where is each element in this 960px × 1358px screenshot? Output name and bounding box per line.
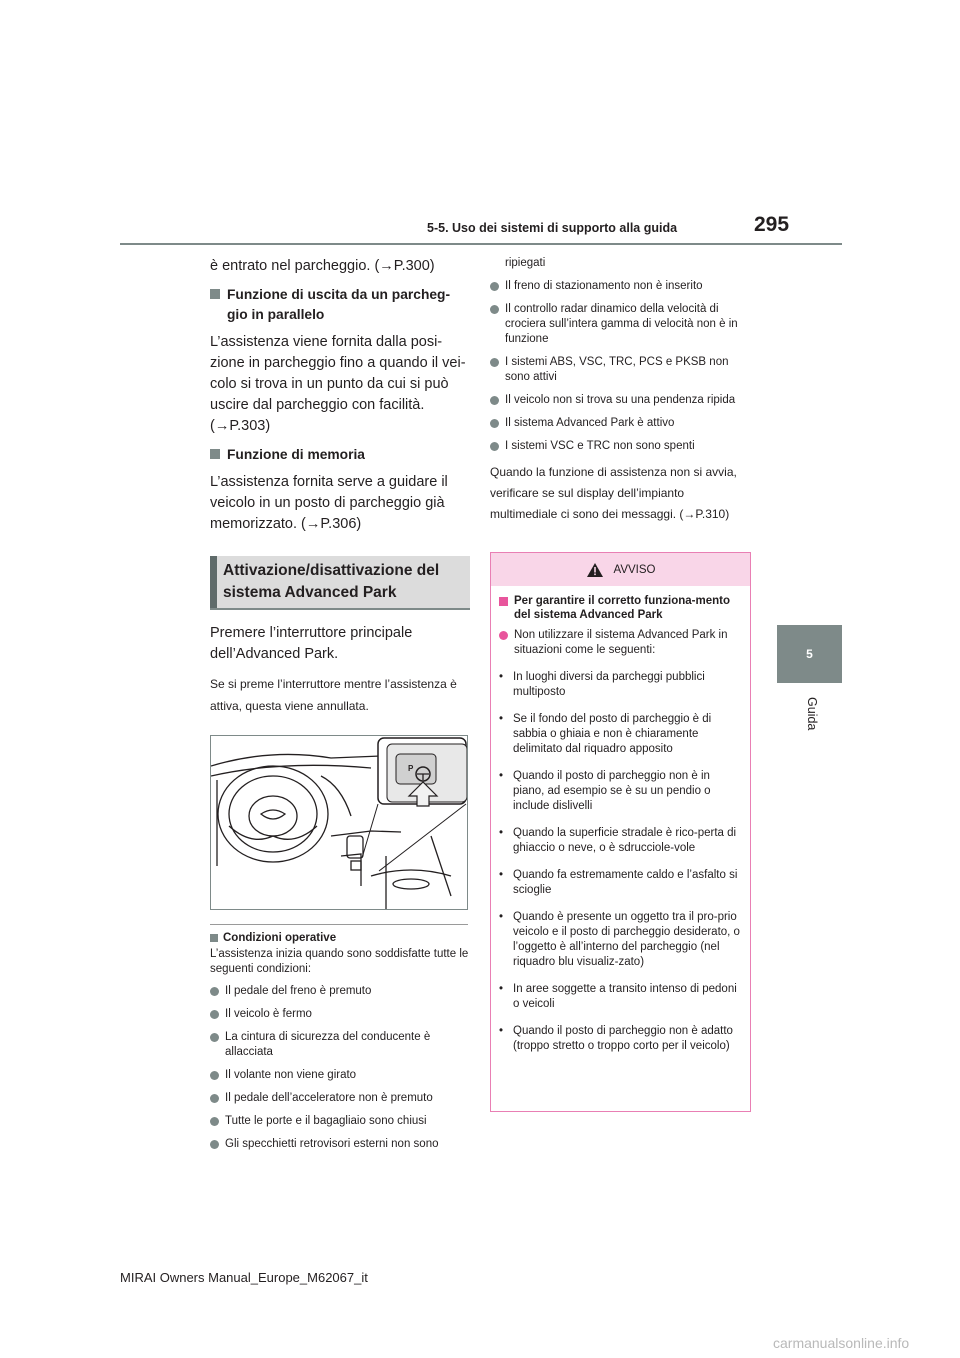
warning-box bbox=[490, 552, 751, 1112]
dashboard-illustration-svg bbox=[211, 736, 467, 909]
square-bullet-icon bbox=[210, 934, 218, 942]
conditions-intro: L’assistenza inizia quando sono soddisfatte tutte le seguenti condizioni: bbox=[210, 948, 469, 975]
list-item: • Quando è presente un oggetto tra il pro-prio veicolo e il posto di parcheggio desiderato, o l’oggetto è all’interno del parcheggio (nel riquadro blu visualiz-zato) bbox=[499, 911, 740, 968]
paragraph-parallel-exit: L’assistenza viene fornita dalla posi-zione in parcheggio fino a quando il vei-colo si trova in un punto da cui si può uscire dal parcheggio con facilità. (→P.303) bbox=[210, 334, 466, 434]
closing-paragraph: Quando la funzione di assistenza non si avvia, verificare se sul display dell’impianto multimediale ci sono dei messaggi. (→P.310) bbox=[490, 465, 737, 521]
section-heading-box bbox=[210, 556, 470, 610]
warning-heading: Per garantire il corretto funziona-mento del sistema Advanced Park bbox=[499, 594, 740, 622]
section-title: 5-5. Uso dei sistemi di supporto alla guida bbox=[427, 221, 678, 235]
square-bullet-icon bbox=[499, 597, 508, 606]
chapter-tab: 5 bbox=[777, 625, 842, 683]
square-bullet-icon bbox=[210, 289, 220, 299]
bullet-dot-icon bbox=[490, 396, 499, 405]
list-item: • Se il fondo del posto di parcheggio è di sabbia o ghiaia e non è chiaramente delimitato dal riquadro apposito bbox=[499, 713, 712, 755]
bullet-dot-icon bbox=[210, 987, 219, 996]
chapter-label: Guida bbox=[805, 697, 819, 731]
heading-text: Condizioni operative bbox=[223, 932, 337, 944]
bullet-dot-icon bbox=[490, 358, 499, 367]
heading-parallel-exit bbox=[210, 285, 470, 325]
list-item: • Quando il posto di parcheggio non è in piano, ad esempio se è su un pendio o include dislivelli bbox=[499, 770, 711, 812]
paragraph-memory: L’assistenza fornita serve a guidare il veicolo in un posto di parcheggio già memorizzato. (→P.306) bbox=[210, 474, 448, 532]
list-item: • In aree soggette a transito intenso di pedoni o veicoli bbox=[499, 983, 737, 1010]
bullet-dot-icon bbox=[490, 442, 499, 451]
warning-header bbox=[491, 553, 750, 586]
bullet-dot-icon bbox=[210, 1033, 219, 1042]
intro-text: è entrato nel parcheggio. (→P.300) bbox=[210, 258, 435, 274]
square-bullet-icon bbox=[210, 449, 220, 459]
warning-item: Non utilizzare il sistema Advanced Park in situazioni come le seguenti: bbox=[499, 628, 740, 658]
list-item: I sistemi VSC e TRC non sono spenti bbox=[490, 439, 752, 454]
warning-title: AVVISO bbox=[613, 563, 656, 576]
list-item: • Quando il posto di parcheggio non è adatto (troppo stretto o troppo corto per il veicolo) bbox=[499, 1025, 733, 1052]
list-item: Il veicolo è fermo bbox=[210, 1007, 470, 1022]
list-item: • In luoghi diversi da parcheggi pubblici multiposto bbox=[499, 671, 705, 698]
list-item: Il pedale dell’acceleratore non è premuto bbox=[210, 1091, 470, 1106]
continued-text: ripiegati bbox=[505, 257, 546, 269]
manual-id: MIRAI Owners Manual_Europe_M62067_it bbox=[120, 1270, 368, 1285]
conditions-list bbox=[210, 984, 470, 1152]
bullet-dot-icon bbox=[210, 1140, 219, 1149]
warning-triangle-icon bbox=[586, 562, 604, 578]
bullet-dot-icon bbox=[490, 282, 499, 291]
watermark: carmanualsonline.info bbox=[773, 1335, 910, 1351]
paragraph-cancel: Se si preme l’interruttore mentre l’assistenza è attiva, questa viene annullata. bbox=[210, 677, 457, 713]
bullet-dot-icon bbox=[210, 1094, 219, 1103]
list-item: • Quando la superficie stradale è rico-perta di ghiaccio o neve, o è sdrucciole-vole bbox=[499, 827, 737, 854]
right-column bbox=[490, 256, 752, 525]
list-item: La cintura di sicurezza del conducente è allacciata bbox=[210, 1030, 470, 1060]
heading-text: Funzione di memoria bbox=[227, 447, 365, 462]
bullet-dot-icon bbox=[210, 1071, 219, 1080]
bullet-dot-icon bbox=[490, 305, 499, 314]
list-item: Tutte le porte e il bagagliaio sono chiusi bbox=[210, 1114, 470, 1129]
bullet-dot-icon bbox=[490, 419, 499, 428]
heading-conditions bbox=[210, 931, 470, 945]
left-column bbox=[210, 256, 470, 1160]
switch-p-label: P bbox=[408, 764, 414, 773]
list-item: Il veicolo non si trova su una pendenza ripida bbox=[490, 393, 752, 408]
list-item: Gli specchietti retrovisori esterni non sono bbox=[210, 1137, 470, 1152]
list-item: Il freno di stazionamento non è inserito bbox=[490, 279, 752, 294]
header-rule bbox=[120, 243, 842, 245]
list-item: Il controllo radar dinamico della velocità di crociera sull’intera gamma di velocità non è in funzione bbox=[490, 302, 752, 347]
heading-text: Funzione di uscita da un parcheg-gio in parallelo bbox=[227, 287, 451, 322]
bullet-dot-icon bbox=[210, 1117, 219, 1126]
list-item: Il sistema Advanced Park è attivo bbox=[490, 416, 752, 431]
dashboard-illustration bbox=[210, 735, 468, 910]
paragraph-press-switch: Premere l’interruttore principale dell’Advanced Park. bbox=[210, 625, 413, 662]
section-heading: Attivazione/disattivazione del sistema Advanced Park bbox=[223, 562, 440, 601]
section-heading-bar bbox=[210, 556, 217, 608]
bullet-dot-icon bbox=[210, 1010, 219, 1019]
list-item: Il volante non viene girato bbox=[210, 1068, 470, 1083]
figure-divider bbox=[210, 924, 468, 925]
warning-body bbox=[491, 586, 750, 1054]
page-number: 295 bbox=[754, 213, 790, 236]
bullet-dot-icon bbox=[499, 631, 508, 640]
list-item: I sistemi ABS, VSC, TRC, PCS e PKSB non sono attivi bbox=[490, 355, 752, 385]
heading-memory bbox=[210, 445, 470, 465]
list-item: Il pedale del freno è premuto bbox=[210, 984, 470, 999]
list-item: • Quando fa estremamente caldo e l’asfalto si scioglie bbox=[499, 869, 738, 896]
